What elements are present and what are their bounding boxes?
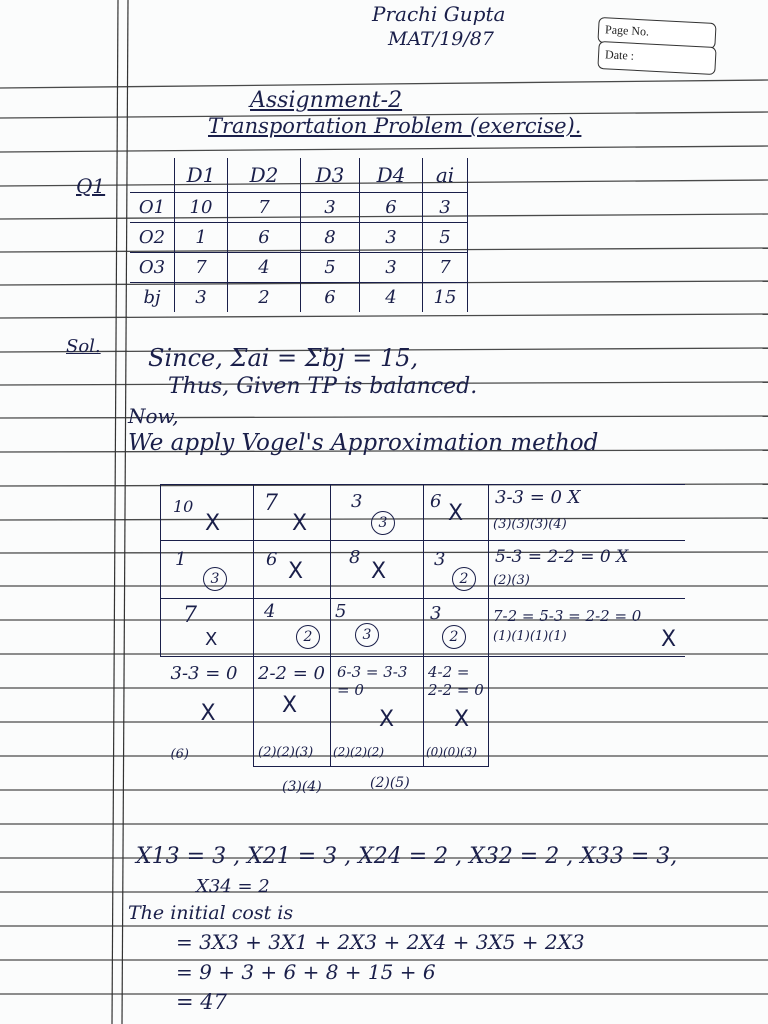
question-cell: 7 [228, 192, 301, 222]
question-header-cell: D1 [175, 158, 228, 192]
vam-cell: 8 X [331, 541, 424, 599]
question-row-label: O2 [130, 222, 175, 252]
col-penalty-extra-2: (3)(4) [282, 779, 322, 795]
col-demand: 3-3 = 0 X (6) [161, 657, 254, 767]
question-header-cell: ai [423, 158, 468, 192]
roll-number: MAT/19/87 [388, 28, 494, 50]
method-statement: We apply Vogel's Approximation method [128, 430, 599, 456]
question-cell: 6 [301, 282, 360, 312]
vam-table [160, 484, 685, 767]
question-cell: 5 [423, 222, 468, 252]
question-cell: 6 [360, 192, 423, 222]
question-table [130, 158, 468, 312]
cost-expression-1: = 3X3 + 3X1 + 2X3 + 2X4 + 3X5 + 2X3 [176, 930, 585, 954]
question-row-label: bj [130, 282, 175, 312]
question-header-cell: D4 [360, 158, 423, 192]
question-label: Q1 [76, 174, 106, 198]
question-cell: 1 [175, 222, 228, 252]
col-penalty-extra-3: (2)(5) [370, 775, 410, 791]
solution-label: Sol. [66, 336, 101, 357]
vam-cell: 7 X [161, 599, 254, 657]
vam-cell: 6 X [424, 485, 489, 541]
row-supply: 3-3 = 0 X (3)(3)(3)(4) [489, 485, 686, 541]
question-cell: 3 [360, 222, 423, 252]
balanced-statement: Thus, Given TP is balanced. [168, 374, 478, 399]
row-supply: 7-2 = 5-3 = 2-2 = 0 (1)(1)(1)(1) X [489, 599, 686, 657]
question-cell: 3 [301, 192, 360, 222]
vam-cell: 10 X [161, 485, 254, 541]
vam-cell: 3 2 [424, 541, 489, 599]
allocation-line-1: X13 = 3 , X21 = 3 , X24 = 2 , X32 = 2 , X33 = 3, [136, 844, 678, 869]
question-cell: 8 [301, 222, 360, 252]
now-label: Now, [128, 404, 179, 428]
question-cell: 4 [360, 282, 423, 312]
author-name: Prachi Gupta [372, 2, 506, 26]
assignment-title: Assignment-2 [250, 88, 403, 113]
col-demand: 4-2 = 2-2 = 0 X (0)(0)(3) [424, 657, 489, 767]
question-cell: 4 [228, 252, 301, 282]
question-cell: 3 [360, 252, 423, 282]
question-header-cell [130, 158, 175, 192]
question-row-label: O1 [130, 192, 175, 222]
col-demand: 6-3 = 3-3 = 0 X (2)(2)(2) [331, 657, 424, 767]
vam-cell: 7 X [254, 485, 331, 541]
vam-cell: 3 2 [424, 599, 489, 657]
initial-cost-label: The initial cost is [128, 902, 294, 924]
question-cell: 15 [423, 282, 468, 312]
question-cell: 7 [175, 252, 228, 282]
date-label: Date : [604, 47, 635, 63]
question-cell: 6 [228, 222, 301, 252]
question-row-label: O3 [130, 252, 175, 282]
vam-cell: 1 3 [161, 541, 254, 599]
vam-cell: 6 X [254, 541, 331, 599]
question-cell: 7 [423, 252, 468, 282]
page-label: Page No. [604, 22, 650, 39]
cost-expression-2: = 9 + 3 + 6 + 8 + 15 + 6 [176, 960, 436, 984]
question-cell: 10 [175, 192, 228, 222]
balance-check: Since, Σai = Σbj = 15, [148, 344, 419, 372]
question-cell: 3 [175, 282, 228, 312]
col-demand: 2-2 = 0 X (2)(2)(3) [254, 657, 331, 767]
question-header-cell: D2 [228, 158, 301, 192]
problem-title: Transportation Problem (exercise). [208, 114, 582, 138]
vam-cell: 4 2 [254, 599, 331, 657]
allocation-line-2: X34 = 2 [196, 876, 270, 897]
vam-cell: 5 3 [331, 599, 424, 657]
question-header-cell: D3 [301, 158, 360, 192]
question-cell: 2 [228, 282, 301, 312]
row-supply: 5-3 = 2-2 = 0 X (2)(3) [489, 541, 686, 599]
total-cost: = 47 [176, 990, 227, 1014]
question-cell: 3 [423, 192, 468, 222]
question-cell: 5 [301, 252, 360, 282]
vam-cell: 3 3 [331, 485, 424, 541]
